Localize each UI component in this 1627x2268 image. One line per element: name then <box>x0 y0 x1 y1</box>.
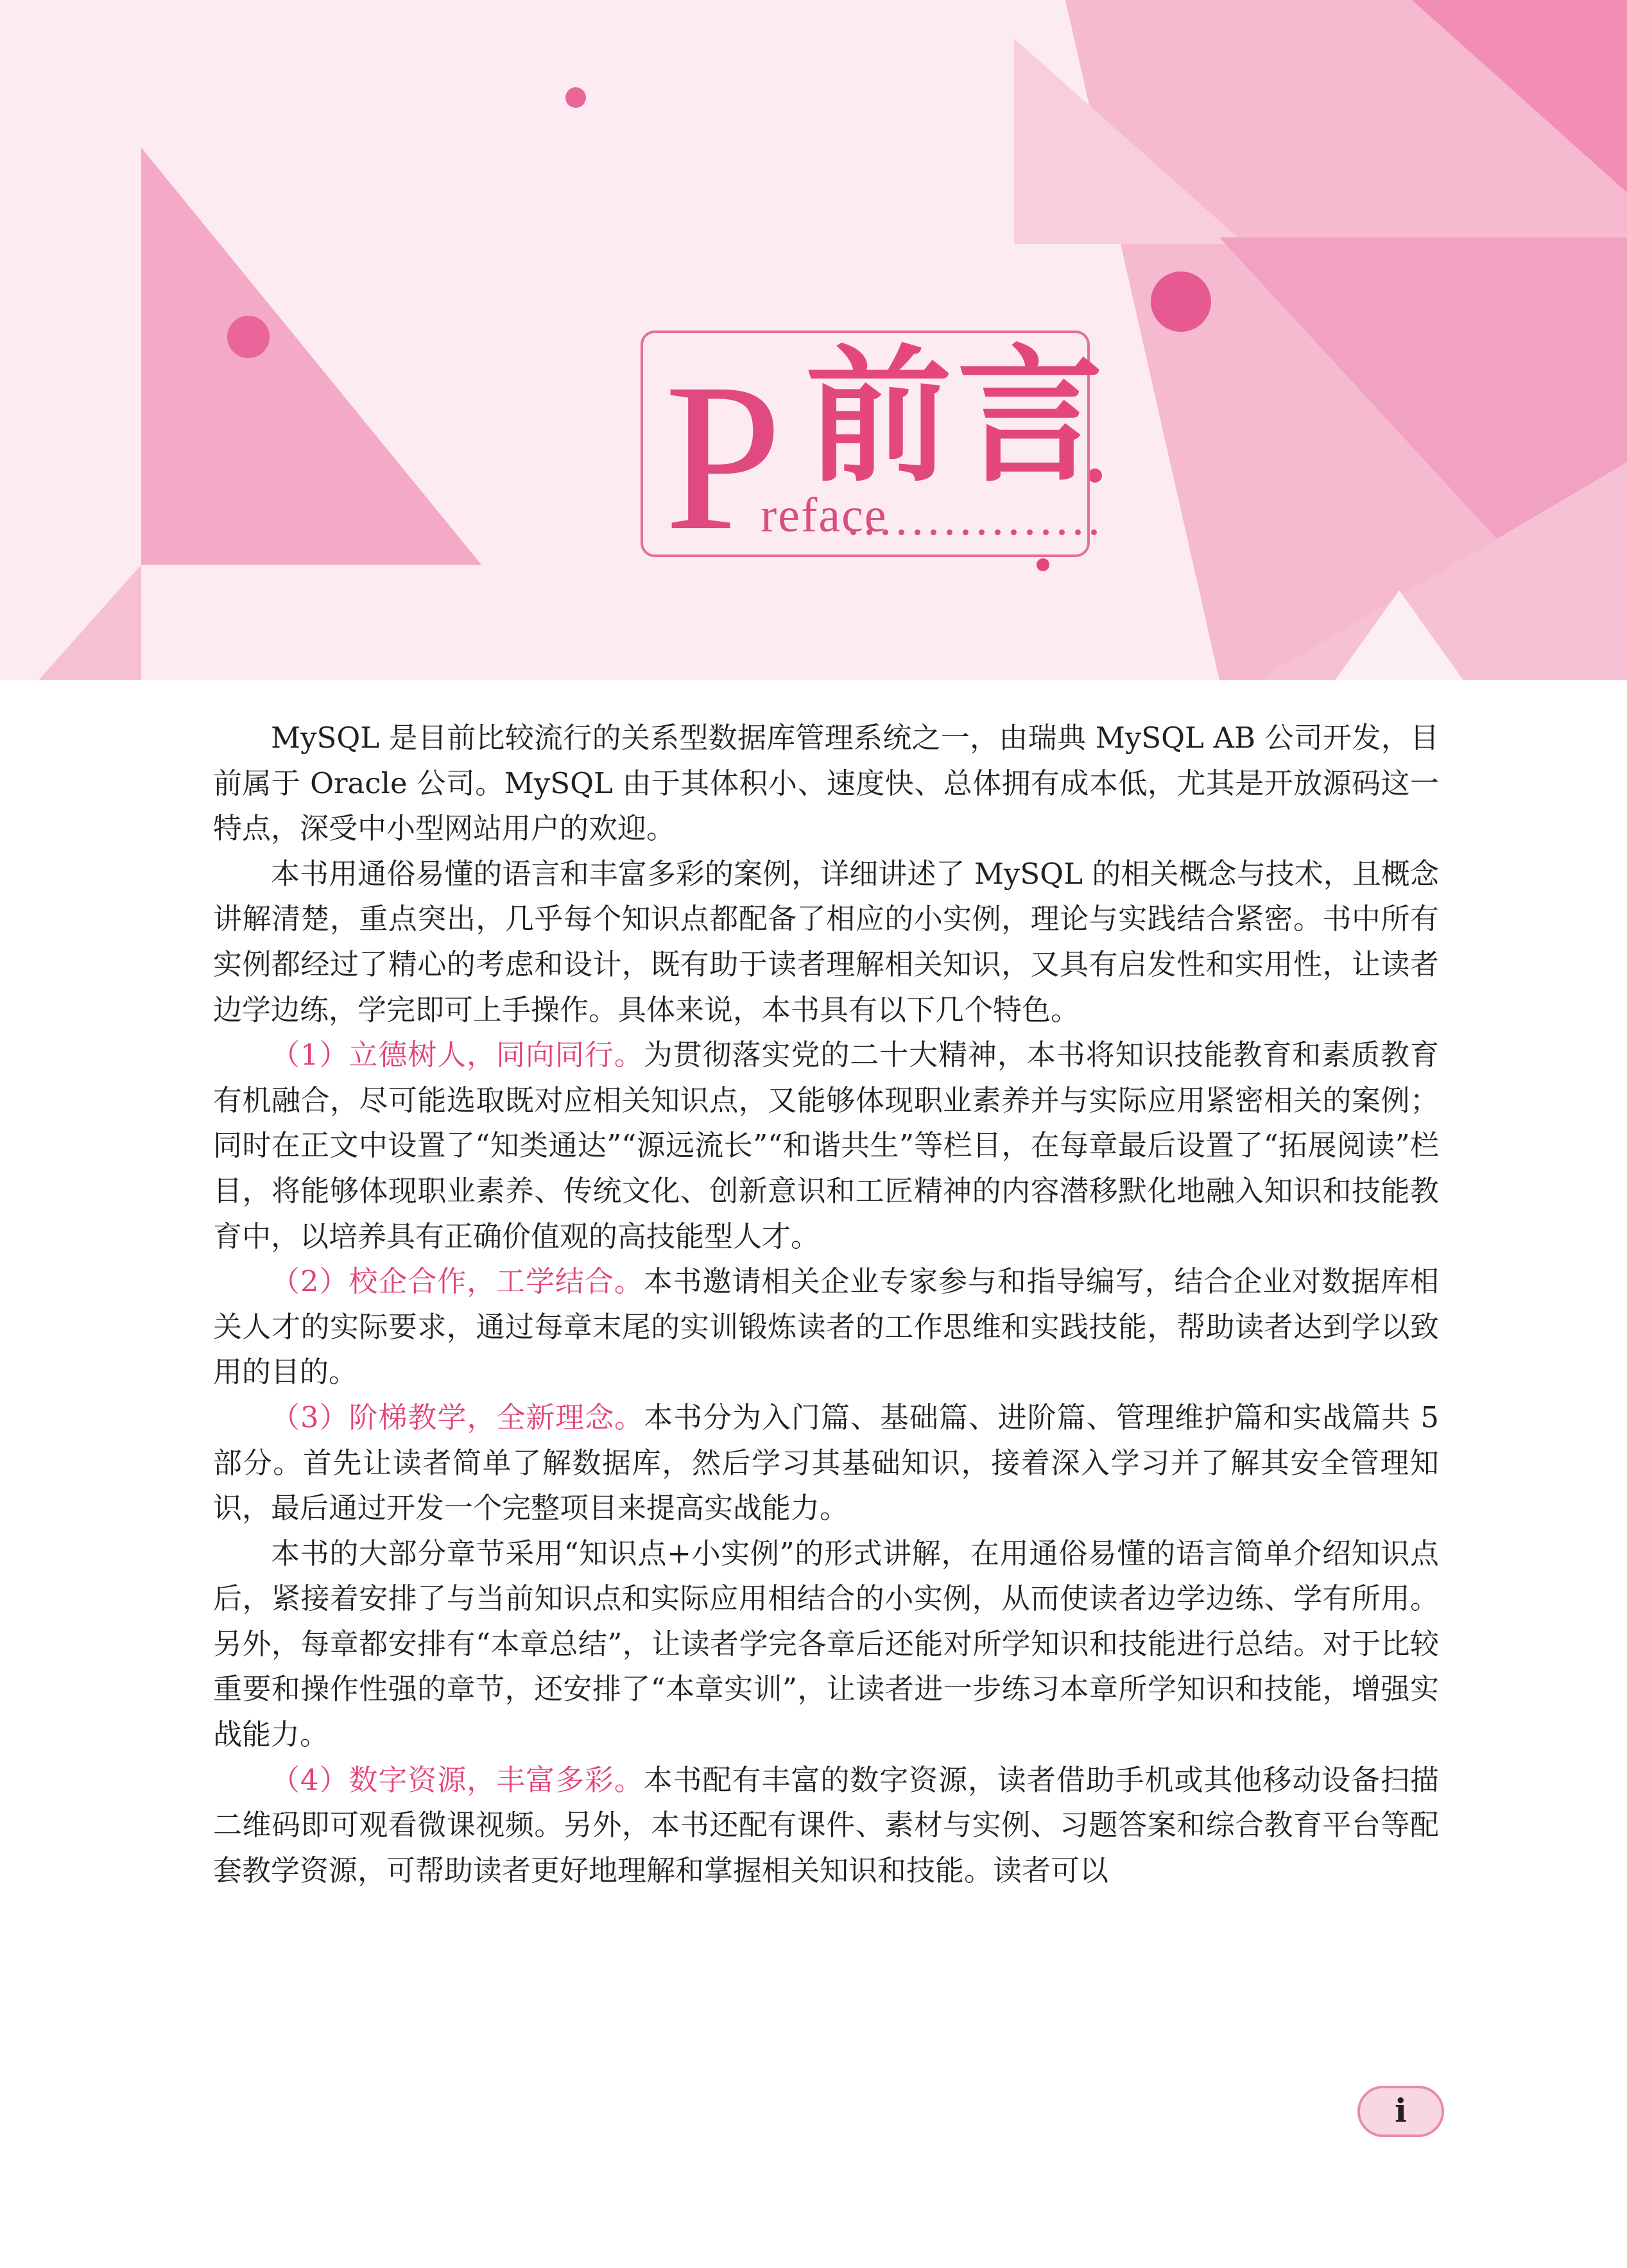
title-initial-letter: P <box>664 340 782 574</box>
paragraph <box>213 716 1439 852</box>
paragraph-highlight: （3）阶梯教学，全新理念。 <box>271 1400 644 1434</box>
title-dots: ................ <box>847 492 1104 546</box>
paragraph <box>213 1531 1439 1758</box>
preface-body <box>213 716 1439 1893</box>
paragraph <box>213 1395 1439 1531</box>
paragraph-highlight: （1）立德树人，同向同行。 <box>271 1038 644 1072</box>
paragraph-text: 本书分为入门篇、基础篇、进阶篇、管理维护篇和实战篇共 5 部分。首先让读者简单了解数据库，然后学习其基础知识，接着深入学习并了解其安全管理知识，最后通过开发一个完整项目来提高实战能力。 <box>213 1400 1439 1525</box>
banner-dot-right <box>1151 271 1211 332</box>
banner-dot-left <box>227 316 270 358</box>
paragraph-text: 本书邀请相关企业专家参与和指导编写，结合企业对数据库相关人才的实际要求，通过每章末尾的实训锻炼读者的工作思维和实践技能，帮助读者达到学以致用的目的。 <box>213 1264 1439 1389</box>
paragraph <box>213 1758 1439 1894</box>
paragraph-highlight: （2）校企合作，工学结合。 <box>271 1264 644 1299</box>
page-title: 前言 <box>805 331 1108 502</box>
title-english: reface <box>761 488 888 542</box>
paragraph-text: 本书用通俗易懂的语言和丰富多彩的案例，详细讲述了 MySQL 的相关概念与技术，且概念讲解清楚，重点突出，几乎每个知识点都配备了相应的小实例，理论与实践结合紧密。书中所有实例都经过了精心的考虑和设计，既有助于读者理解相关知识，又具有启发性和实用性，让读者边学边练，学完即可上手操作。具体来说，本书具有以下几个特色。 <box>213 856 1439 1027</box>
page-number: i <box>1357 2086 1444 2137</box>
header-banner <box>0 0 1627 680</box>
paragraph-text: MySQL 是目前比较流行的关系型数据库管理系统之一，由瑞典 MySQL AB 公司开发，目前属于 Oracle 公司。MySQL 由于其体积小、速度快、总体拥有成本低，尤其是开放源码这一特点，深受中小型网站用户的欢迎。 <box>213 721 1439 846</box>
paragraph-text: 为贯彻落实党的二十大精神，本书将知识技能教育和素质教育有机融合，尽可能选取既对应相关知识点，又能够体现职业素养并与实际应用紧密相关的案例；同时在正文中设置了“知类通达”“源远流长”“和谐共生”等栏目，在每章最后设置了“拓展阅读”栏目，将能够体现职业素养、传统文化、创新意识和工匠精神的内容潜移默化地融入知识和技能教育中，以培养具有正确价值观的高技能型人才。 <box>213 1038 1439 1253</box>
paragraph-text: 本书配有丰富的数字资源，读者借助手机或其他移动设备扫描二维码即可观看微课视频。另外，本书还配有课件、素材与实例、习题答案和综合教育平台等配套教学资源，可帮助读者更好地理解和掌握相关知识和技能。读者可以 <box>213 1762 1439 1887</box>
paragraph <box>213 1259 1439 1395</box>
banner-dot-title-bottom <box>1037 558 1049 571</box>
banner-dot-small <box>565 87 586 108</box>
paragraph-text: 本书的大部分章节采用“知识点+小实例”的形式讲解，在用通俗易懂的语言简单介绍知识点后，紧接着安排了与当前知识点和实际应用相结合的小实例，从而使读者边学边练、学有所用。另外，每章都安排有“本章总结”，让读者学完各章后还能对所学知识和技能进行总结。对于比较重要和操作性强的章节，还安排了“本章实训”，让读者进一步练习本章所学知识和技能，增强实战能力。 <box>213 1536 1439 1752</box>
paragraph-highlight: （4）数字资源，丰富多彩。 <box>271 1762 644 1797</box>
paragraph <box>213 852 1439 1033</box>
paragraph <box>213 1033 1439 1259</box>
